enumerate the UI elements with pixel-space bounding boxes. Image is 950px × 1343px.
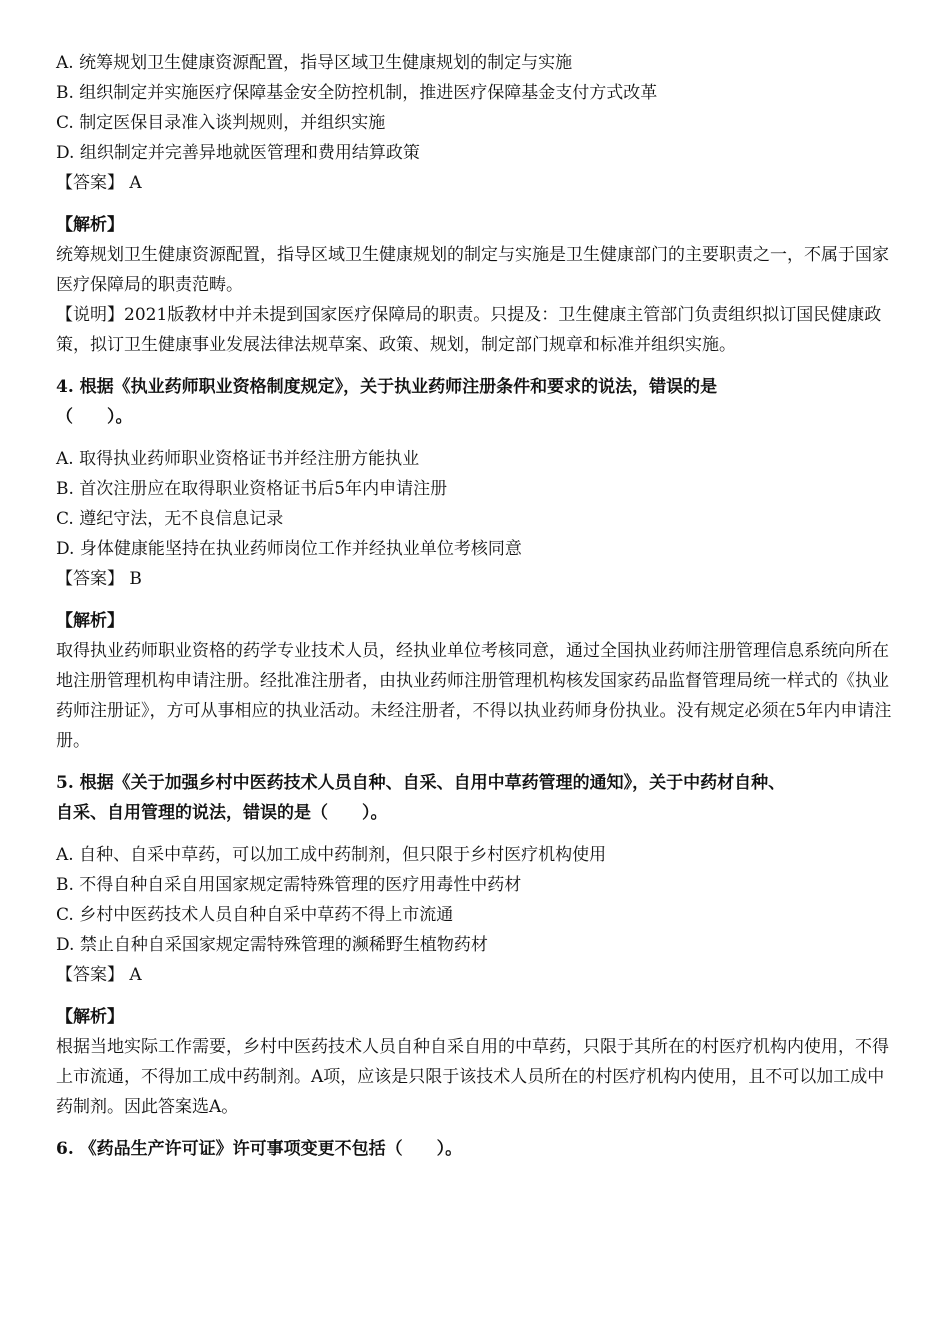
option-a: A. 统筹规划卫生健康资源配置，指导区域卫生健康规划的制定与实施 [56,53,573,73]
question-3-block [56,48,901,360]
option-c: C. 乡村中医药技术人员自种自采中草药不得上市流通 [56,905,454,925]
question-5-stem [56,768,901,828]
question-4-stem-line1: 4. 根据《执业药师职业资格制度规定》，关于执业药师注册条件和要求的说法，错误的是 [56,377,718,397]
option-d: D. 身体健康能坚持在执业药师岗位工作并经执业单位考核同意 [56,539,522,559]
option-b: B. 不得自种自采自用国家规定需特殊管理的医疗用毒性中药材 [56,875,522,895]
option-d: D. 组织制定并完善异地就医管理和费用结算政策 [56,143,420,163]
question-6-stem: 6. 《药品生产许可证》许可事项变更不包括（ ）。 [56,1139,463,1159]
answer-line: 【答案】 A [56,173,142,193]
analysis-text: 统筹规划卫生健康资源配置，指导区域卫生健康规划的制定与实施是卫生健康部门的主要职责之一，不属于国家医疗保障局的职责范畴。 [56,245,889,295]
note-text: 【说明】2021版教材中并未提到国家医疗保障局的职责。只提及：卫生健康主管部门负责组织拟订国民健康政策，拟订卫生健康事业发展法律法规草案、政策、规划，制定部门规章和标准并组织实施。 [56,305,882,355]
answer-line: 【答案】 A [56,965,142,985]
answer-line: 【答案】 B [56,569,142,589]
option-c: C. 制定医保目录准入谈判规则，并组织实施 [56,113,386,133]
question-5-stem-line2: 自采、自用管理的说法，错误的是（ ）。 [56,803,388,823]
analysis-label: 【解析】 [56,1007,124,1027]
question-4-stem [56,372,901,432]
question-5-stem-line1: 5. 根据《关于加强乡村中医药技术人员自种、自采、自用中草药管理的通知》，关于中药材自种、 [56,773,786,793]
option-a: A. 自种、自采中草药，可以加工成中药制剂，但只限于乡村医疗机构使用 [56,845,607,865]
analysis-text: 取得执业药师职业资格的药学专业技术人员，经执业单位考核同意，通过全国执业药师注册管理信息系统向所在地注册管理机构申请注册。经批准注册者，由执业药师注册管理机构核发国家药品监督管理局统一样式的《执业药师注册证》，方可从事相应的执业活动。未经注册者，不得以执业药师身份执业。没有规定必须在5年内申请注册。 [56,641,892,751]
analysis-label: 【解析】 [56,611,124,631]
question-4-block [56,372,901,756]
option-b: B. 首次注册应在取得职业资格证书后5年内申请注册 [56,479,448,499]
document-page [56,48,901,1176]
question-5-block [56,768,901,1122]
option-b: B. 组织制定并实施医疗保障基金安全防控机制，推进医疗保障基金支付方式改革 [56,83,658,103]
question-6-block [56,1134,901,1164]
analysis-label: 【解析】 [56,215,124,235]
option-c: C. 遵纪守法，无不良信息记录 [56,509,284,529]
analysis-text: 根据当地实际工作需要，乡村中医药技术人员自种自采自用的中草药，只限于其所在的村医疗机构内使用，不得上市流通，不得加工成中药制剂。A项，应该是只限于该技术人员所在的村医疗机构内使用，且不可以加工成中药制剂。因此答案选A。 [56,1037,889,1117]
option-a: A. 取得执业药师职业资格证书并经注册方能执业 [56,449,420,469]
option-d: D. 禁止自种自采国家规定需特殊管理的濒稀野生植物药材 [56,935,488,955]
question-4-stem-line2: （ ）。 [56,407,133,427]
